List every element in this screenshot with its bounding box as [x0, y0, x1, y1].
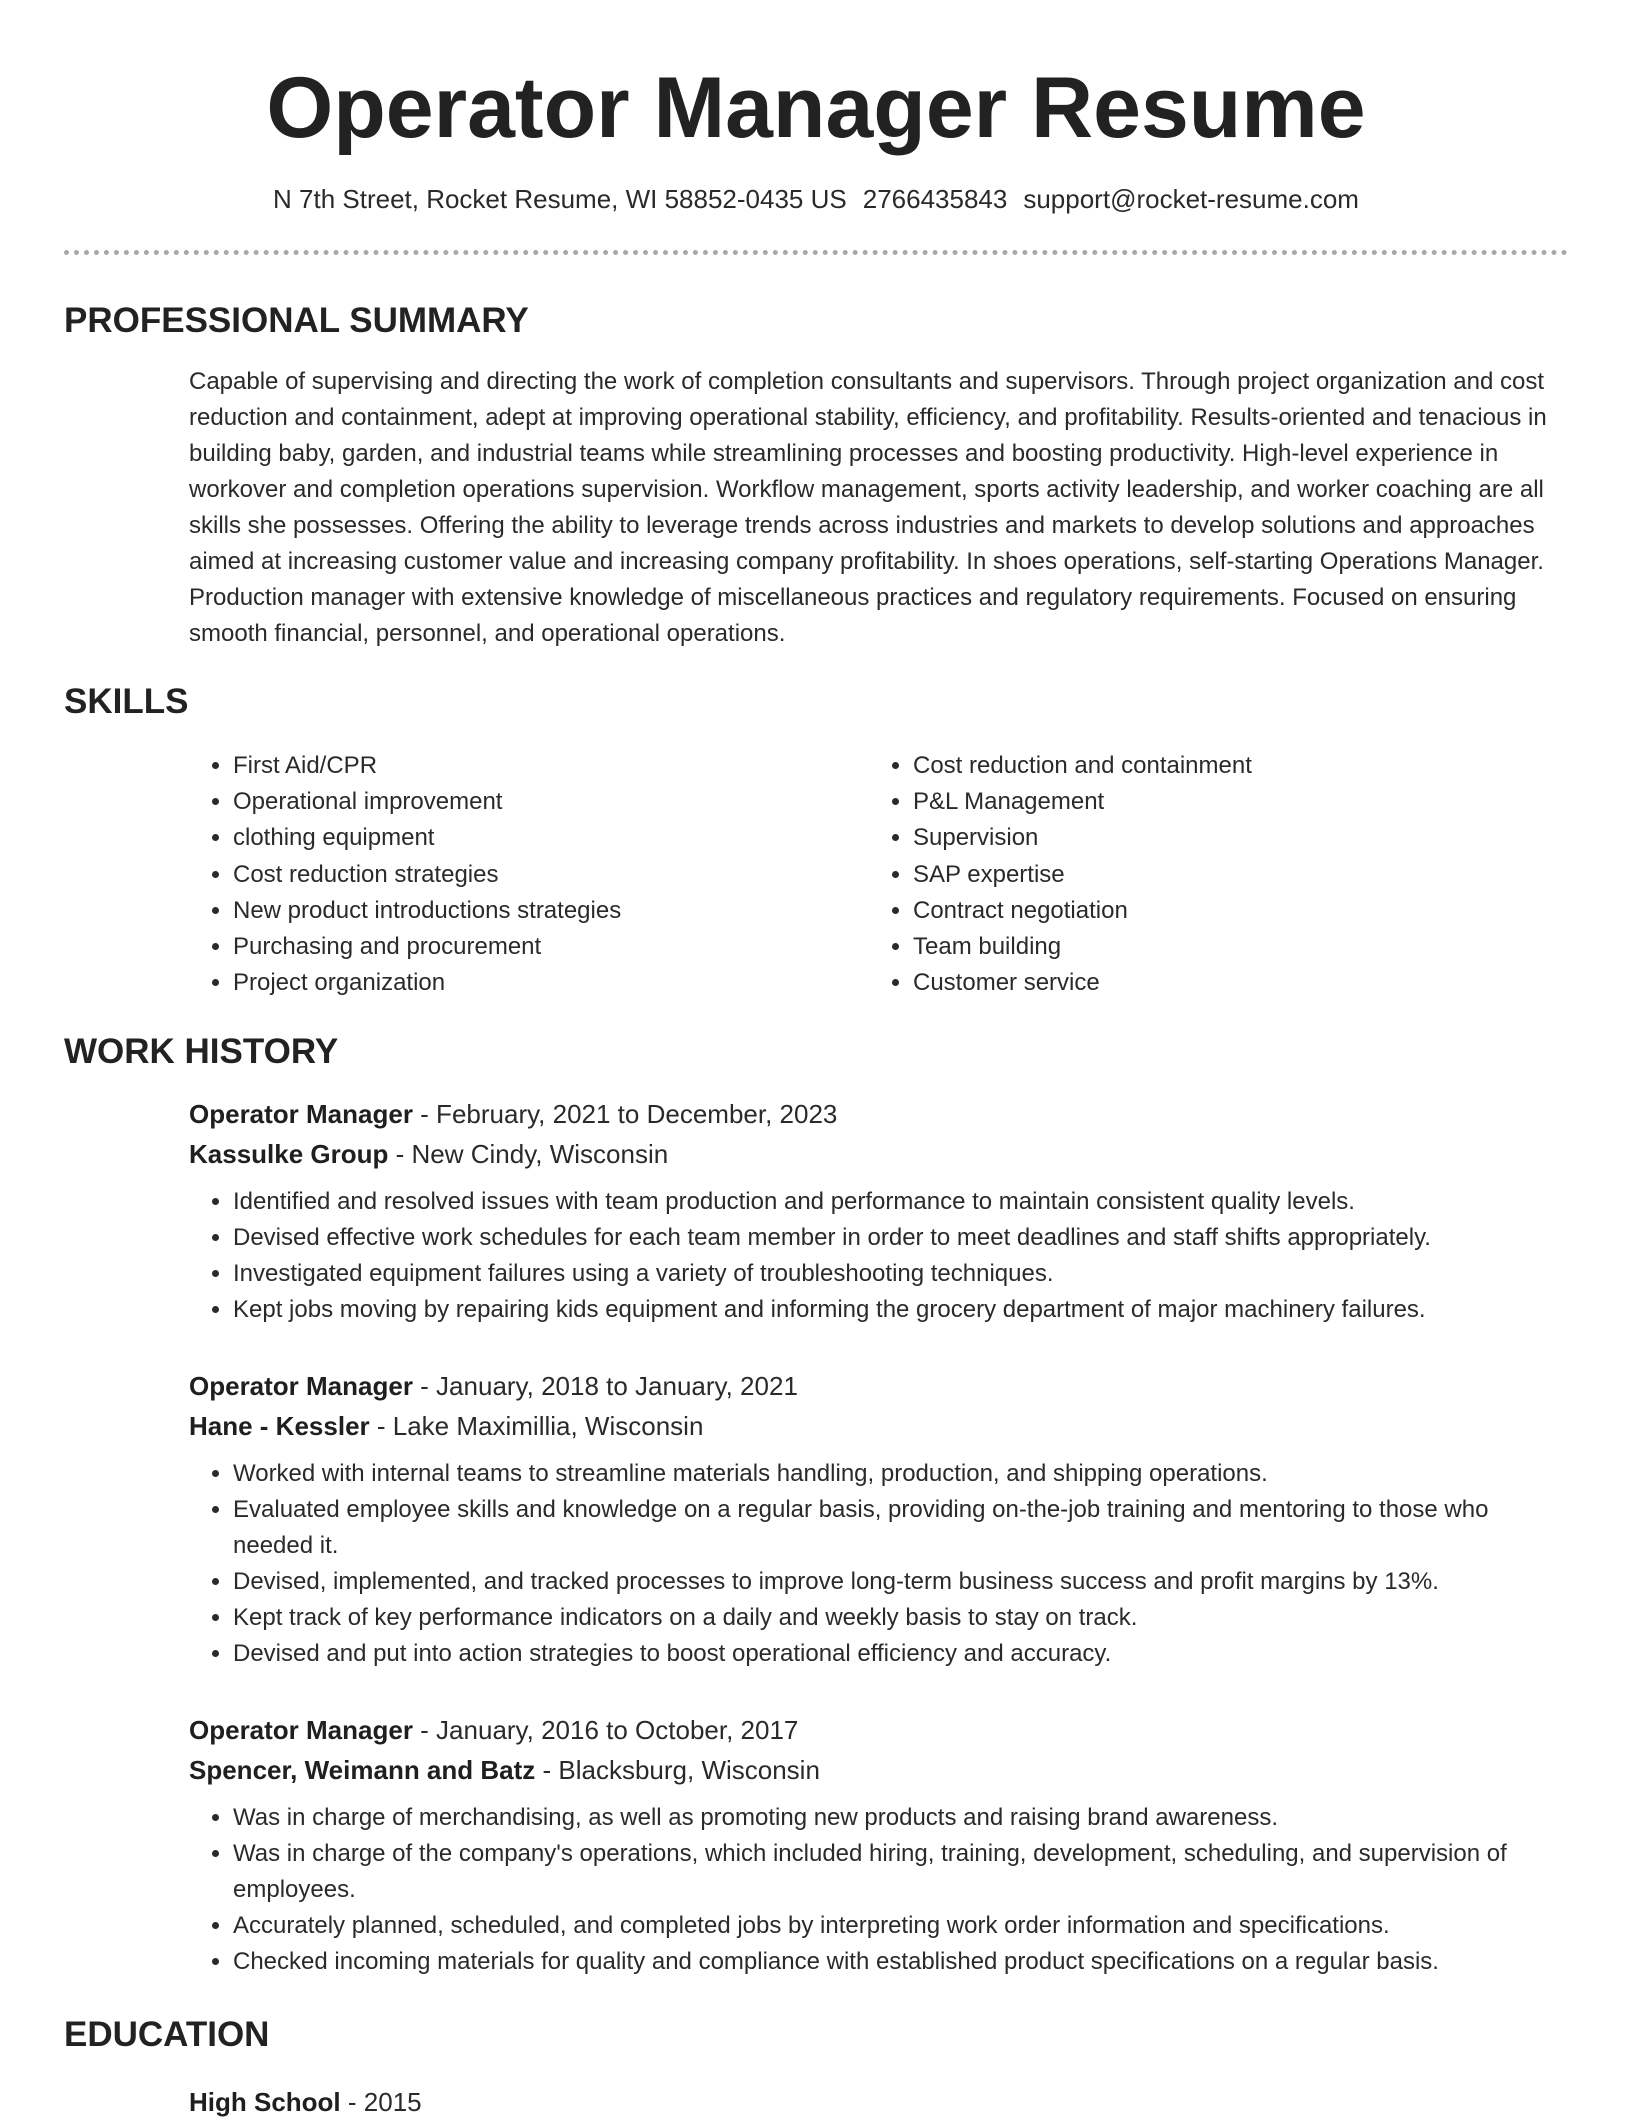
job-title-line	[189, 1094, 1569, 1134]
job-bullet: • Accurately planned, scheduled, and completed jobs by interpreting work order information and specifications.	[233, 1908, 1569, 1944]
section-title-skills: SKILLS	[64, 682, 189, 721]
job-bullet: • Investigated equipment failures using a variety of troubleshooting techniques.	[233, 1256, 1569, 1292]
job-dates: - January, 2016 to October, 2017	[412, 1715, 799, 1745]
job-company: Hane - Kessler	[189, 1411, 370, 1441]
job-location: - New Cindy, Wisconsin	[388, 1139, 669, 1169]
job-entry	[189, 1366, 1569, 1672]
skill-item: • Project organization	[233, 965, 853, 1001]
job-bullet: • Worked with internal teams to streamline materials handling, production, and shipping operations.	[233, 1456, 1569, 1492]
job-entry	[189, 1710, 1569, 1980]
skill-item: • Cost reduction and containment	[913, 748, 1593, 784]
skill-item: • SAP expertise	[913, 857, 1593, 893]
skill-item: • New product introductions strategies	[233, 893, 853, 929]
skill-item: • P&L Management	[913, 784, 1593, 820]
skill-item: • Customer service	[913, 965, 1593, 1001]
skill-item: • Operational improvement	[233, 784, 853, 820]
job-dates: - February, 2021 to December, 2023	[412, 1099, 838, 1129]
job-bullet: • Was in charge of the company's operations, which included hiring, training, development, scheduling, and supervision of employees.	[233, 1836, 1569, 1908]
job-bullets	[189, 1456, 1569, 1672]
skill-item: • Cost reduction strategies	[233, 857, 853, 893]
contact-phone: 2766435843	[862, 184, 1008, 214]
job-bullet: • Checked incoming materials for quality and compliance with established product specifications on a regular basis.	[233, 1944, 1569, 1980]
resume-title: Operator Manager Resume	[266, 60, 1366, 156]
education-entry	[189, 2082, 422, 2122]
section-title-work: WORK HISTORY	[64, 1032, 339, 1071]
job-bullet: • Devised and put into action strategies to boost operational efficiency and accuracy.	[233, 1636, 1569, 1672]
job-bullet: • Identified and resolved issues with team production and performance to maintain consistent quality levels.	[233, 1184, 1569, 1220]
contact-line	[0, 182, 1632, 216]
job-bullet: • Kept jobs moving by repairing kids equipment and informing the grocery department of major machinery failures.	[233, 1292, 1569, 1328]
skill-item: • First Aid/CPR	[233, 748, 853, 784]
job-company: Spencer, Weimann and Batz	[189, 1755, 536, 1785]
job-title-line	[189, 1710, 1569, 1750]
job-title: Operator Manager	[189, 1371, 413, 1401]
skill-item: • clothing equipment	[233, 820, 853, 856]
contact-email: support@rocket-resume.com	[1023, 184, 1359, 214]
skills-list-right	[869, 748, 1593, 1001]
section-title-summary: PROFESSIONAL SUMMARY	[64, 301, 529, 340]
education-year: - 2015	[340, 2087, 422, 2117]
header-divider	[64, 250, 1568, 255]
skill-item: • Contract negotiation	[913, 893, 1593, 929]
skill-item: • Team building	[913, 929, 1593, 965]
contact-address: N 7th Street, Rocket Resume, WI 58852-0435 US	[273, 184, 847, 214]
job-bullet: • Was in charge of merchandising, as well as promoting new products and raising brand awareness.	[233, 1800, 1569, 1836]
skill-item: • Supervision	[913, 820, 1593, 856]
job-dates: - January, 2018 to January, 2021	[412, 1371, 798, 1401]
job-title: Operator Manager	[189, 1099, 413, 1129]
job-location: - Lake Maximillia, Wisconsin	[369, 1411, 704, 1441]
job-bullets	[189, 1184, 1569, 1328]
job-location: - Blacksburg, Wisconsin	[535, 1755, 820, 1785]
skills-list-left	[189, 748, 853, 1001]
job-company-line	[189, 1134, 1569, 1174]
job-company-line	[189, 1750, 1569, 1790]
skill-item: • Purchasing and procurement	[233, 929, 853, 965]
job-title-line	[189, 1366, 1569, 1406]
job-bullet: • Devised effective work schedules for each team member in order to meet deadlines and staff shifts appropriately.	[233, 1220, 1569, 1256]
summary-text: Capable of supervising and directing the work of completion consultants and supervisors. Through project organization and cost reduction and containment, adept at improving operational stability, efficiency, and profitability. Results-oriented and tenacious in building baby, garden, and industrial teams while streamlining processes and boosting productivity. High-level experience in workover and completion operations supervision. Workflow management, sports activity leadership, and worker coaching are all skills she possesses. Offering the ability to leverage trends across industries and markets to develop solutions and approaches aimed at increasing customer value and increasing company profitability. In shoes operations, self-starting Operations Manager. Production manager with extensive knowledge of miscellaneous practices and regulatory requirements. Focused on ensuring smooth financial, personnel, and operational operations.	[189, 368, 1547, 647]
education-degree: High School	[189, 2087, 341, 2117]
job-entry	[189, 1094, 1569, 1328]
job-bullet: • Devised, implemented, and tracked processes to improve long-term business success and profit margins by 13%.	[233, 1564, 1569, 1600]
job-company: Kassulke Group	[189, 1139, 389, 1169]
job-bullet: • Evaluated employee skills and knowledge on a regular basis, providing on-the-job training and mentoring to those who needed it.	[233, 1492, 1569, 1564]
job-title: Operator Manager	[189, 1715, 413, 1745]
job-company-line	[189, 1406, 1569, 1446]
job-bullet: • Kept track of key performance indicators on a daily and weekly basis to stay on track.	[233, 1600, 1569, 1636]
section-title-education: EDUCATION	[64, 2015, 270, 2054]
job-bullets	[189, 1800, 1569, 1980]
